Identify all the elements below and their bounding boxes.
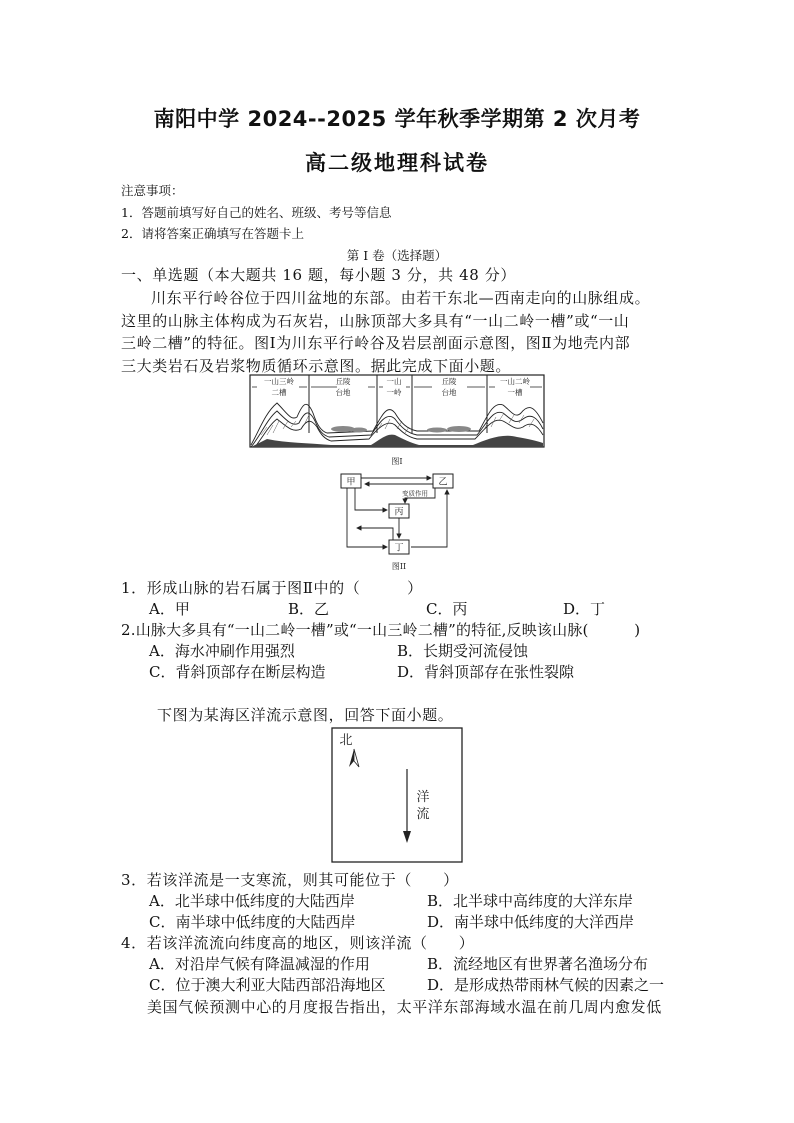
question-1-option[interactable]: C．丙 bbox=[426, 600, 468, 618]
edge-label: 变质作用 bbox=[402, 489, 428, 498]
fig1-label: 台地 bbox=[335, 388, 351, 397]
passage-line: 川东平行岭谷位于四川盆地的东部。由若干东北—西南走向的山脉组成。 bbox=[151, 289, 651, 307]
question-3-option[interactable]: B．北半球中高纬度的大洋东岸 bbox=[427, 892, 634, 910]
question-2-option[interactable]: C．背斜顶部存在断层构造 bbox=[149, 663, 326, 681]
north-label: 北 bbox=[339, 733, 353, 748]
question-3-option[interactable]: C．南半球中低纬度的大陆西岸 bbox=[149, 913, 356, 931]
passage-line: 三大类岩石及岩浆物质循环示意图。据此完成下面小题。 bbox=[121, 357, 512, 375]
question-4-option[interactable]: C．位于澳大利亚大陆西部沿海地区 bbox=[149, 976, 386, 994]
question-4-option[interactable]: B．流经地区有世界著名渔场分布 bbox=[427, 955, 649, 973]
question-2-stem: 2.山脉大多具有“一山二岭一槽”或“一山三岭二槽”的特征,反映该山脉( ) bbox=[121, 621, 641, 639]
passage-3-line: 美国气候预测中心的月度报告指出，太平洋东部海域水温在前几周内愈发低 bbox=[147, 998, 662, 1016]
notice-item: 1．答题前填写好自己的姓名、班级、考号等信息 bbox=[121, 205, 392, 220]
question-4-stem: 4．若该洋流流向纬度高的地区，则该洋流（ ） bbox=[121, 934, 475, 952]
question-1-stem: 1．形成山脉的岩石属于图Ⅱ中的（ ） bbox=[121, 579, 423, 597]
question-1-option[interactable]: D．丁 bbox=[563, 600, 606, 618]
passage-line: 三岭二槽”的特征。图Ⅰ为川东平行岭谷及岩层剖面示意图，图Ⅱ为地壳内部 bbox=[121, 334, 631, 352]
question-1-option[interactable]: A．甲 bbox=[149, 600, 190, 618]
fig1-label: 台地 bbox=[441, 388, 457, 397]
fig1-label: 丘陵 bbox=[335, 377, 351, 386]
question-2-option[interactable]: A．海水冲刷作用强烈 bbox=[149, 642, 295, 660]
fig1-label: 一山 bbox=[386, 377, 402, 386]
rock-node-label: 乙 bbox=[438, 477, 448, 488]
fig1-label: 一岭 bbox=[386, 388, 402, 397]
question-2-option[interactable]: D．背斜顶部存在张性裂隙 bbox=[397, 663, 575, 681]
exam-title: 南阳中学 2024--2025 学年秋季学期第 2 次月考 bbox=[153, 107, 641, 131]
fig1-caption: 图I bbox=[391, 457, 403, 466]
current-label: 洋 bbox=[416, 790, 430, 805]
question-1-option[interactable]: B．乙 bbox=[288, 600, 330, 618]
passage-line: 这里的山脉主体构成为石灰岩，山脉顶部大多具有“一山二岭一槽”或“一山 bbox=[121, 312, 630, 330]
section-title: 一、单选题（本大题共 16 题，每小题 3 分，共 48 分） bbox=[121, 266, 516, 284]
passage-2-intro: 下图为某海区洋流示意图，回答下面小题。 bbox=[157, 706, 454, 724]
question-3-stem: 3．若该洋流是一支寒流，则其可能位于（ ） bbox=[121, 871, 459, 889]
question-4-option[interactable]: A．对沿岸气候有降温减湿的作用 bbox=[149, 955, 370, 973]
figure-1-cross-section bbox=[247, 373, 547, 469]
figure-3-ocean-current bbox=[331, 727, 463, 863]
notice-heading: 注意事项： bbox=[121, 183, 184, 198]
question-3-option[interactable]: A．北半球中低纬度的大陆西岸 bbox=[149, 892, 355, 910]
fig1-label: 二槽 bbox=[271, 388, 287, 397]
rock-node-label: 甲 bbox=[346, 477, 356, 488]
rock-node-label: 丁 bbox=[394, 543, 404, 554]
fig1-label: 一山二岭 bbox=[500, 377, 530, 386]
fig1-label: 一山三岭 bbox=[264, 377, 294, 386]
fig1-label: 一槽 bbox=[507, 388, 523, 397]
question-3-option[interactable]: D．南半球中低纬度的大洋西岸 bbox=[427, 913, 635, 931]
rock-node-label: 丙 bbox=[394, 507, 404, 518]
fig2-caption: 图II bbox=[391, 562, 407, 571]
figure-2-rock-cycle bbox=[335, 470, 465, 574]
question-4-option[interactable]: D．是形成热带雨林气候的因素之一 bbox=[427, 976, 665, 994]
question-2-option[interactable]: B．长期受河流侵蚀 bbox=[397, 642, 529, 660]
exam-subtitle: 高二级地理科试卷 bbox=[305, 151, 489, 175]
current-label: 流 bbox=[416, 807, 430, 822]
volume-heading: 第 I 卷（选择题） bbox=[346, 248, 448, 263]
notice-item: 2．请将答案正确填写在答题卡上 bbox=[121, 226, 304, 241]
fig1-label: 丘陵 bbox=[441, 377, 457, 386]
